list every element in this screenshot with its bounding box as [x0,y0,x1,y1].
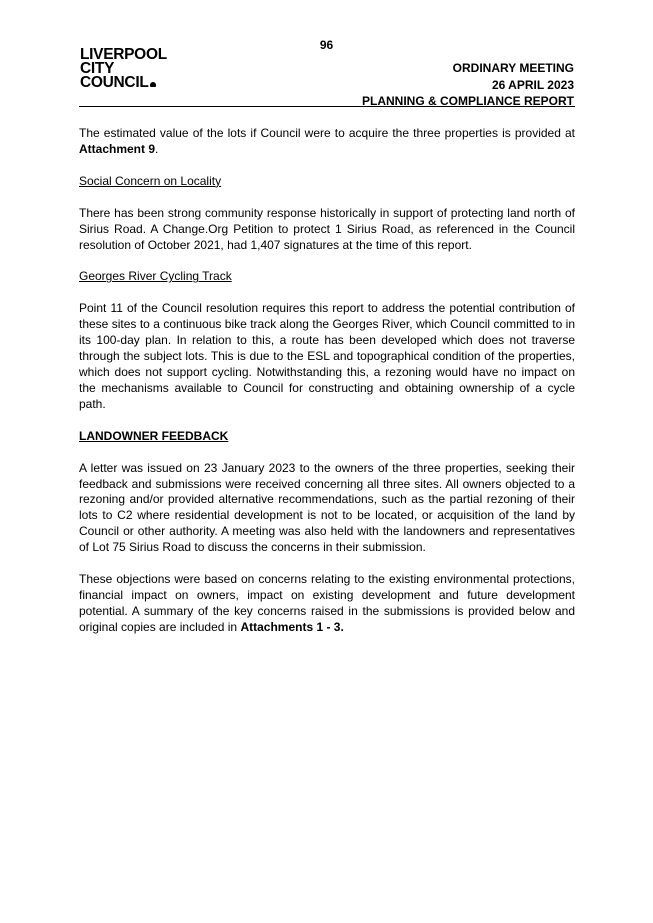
paragraph-end: . [155,141,159,156]
page-number: 96 [319,38,334,52]
attachments-reference: Attachments 1 - 3. [240,619,344,634]
subheading-social-concern: Social Concern on Locality [79,173,222,188]
paragraph-community-response: There has been strong community response historically in support of protecting land north of Sirius Road. A Change.Org Petition to protect 1 Sirius Road, as referenced in the Council resolution of October 2021, had 1,407 signatures at the time of this report. [79,205,575,252]
subheading-cycling-track: Georges River Cycling Track [79,269,232,284]
paragraph-text: These objections were based on concerns relating to the existing environmental protections, financial impact on owners, impact on existing development and future development potential. A summary of the key concerns raised in the submissions is provided below and original copies are included in [79,572,575,634]
paragraph-cycling-track: Point 11 of the Council resolution requires this report to address the potential contribution of these sites to a continuous bike track along the Georges River, which Council committed to in its 100-day plan. In relation to this, a route has been developed which does not traverse through the subject lots. This is due to the ESL and topographical condition of the properties, which does not support cycling. Notwithstanding this, a rezoning would have no impact on the mechanisms available to Council for constructing and obtaining ownership of a cycle path. [79,301,575,411]
liverpool-city-council-logo [80,48,167,90]
meeting-type: ORDINARY MEETING [452,61,574,75]
heading-landowner-feedback: LANDOWNER FEEDBACK [79,428,229,443]
paragraph-text: The estimated value of the lots if Council were to acquire the three properties is provided at [79,126,575,140]
paragraph-landowner-letter: A letter was issued on 23 January 2023 to the owners of the three properties, seeking their feedback and submissions were received concerning all three sites. All owners objected to a rezoning and/or provided alternative recommendations, such as the partial rezoning of their lots to C2 where residential development is not to be located, or acquisition of the land by Council or other authority. A meeting was also held with the landowners and representatives of Lot 75 Sirius Road to discuss the concerns in their submission. [79,460,575,555]
paragraph-objections [79,572,575,636]
report-body [79,126,575,652]
report-title: PLANNING & COMPLIANCE REPORT [361,94,574,108]
paragraph-attachment-value [79,126,575,158]
logo-line-2: CITY [80,60,115,77]
header-divider [79,106,575,107]
meeting-date: 26 APRIL 2023 [491,77,574,92]
logo-line-3: COUNCIL [80,74,149,91]
logo-mark-icon [150,82,156,87]
attachment-reference: Attachment 9 [79,141,156,156]
logo-line-1: LIVERPOOL [80,46,167,63]
report-header [362,60,574,110]
